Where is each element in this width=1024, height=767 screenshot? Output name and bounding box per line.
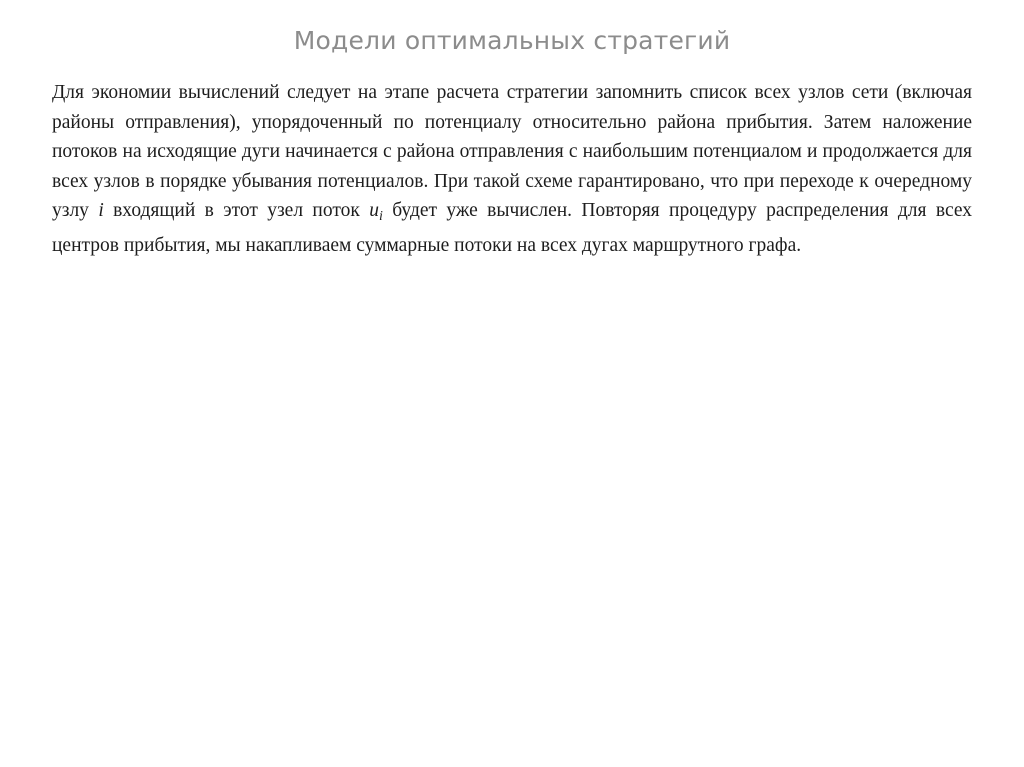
math-subscript: i xyxy=(378,207,383,224)
slide-body xyxy=(52,78,972,261)
math-variable: i xyxy=(98,200,104,221)
body-paragraph: Для экономии вычислений следует на этапе расчета стратегии запомнить список всех узлов сети (включая районы отправления), упорядоченный по потенциалу относительно района прибытия. Затем наложение потоков на исходящие дуги начинается с района отправления с наибольшим потенциалом и продолжается для всех узлов в порядке убывания потенциалов. При такой схеме гарантировано, что при переходе к очередному узлу i входящий в этот узел поток $u_i$ будет уже вычислен. Повторяя процедуру распределения для всех центров прибытия, мы накапливаем суммарные потоки на всех дугах маршрутного графа. xyxy=(52,82,972,257)
page-title: Модели оптимальных стратегий xyxy=(293,26,731,55)
math-variable: u xyxy=(369,200,379,221)
